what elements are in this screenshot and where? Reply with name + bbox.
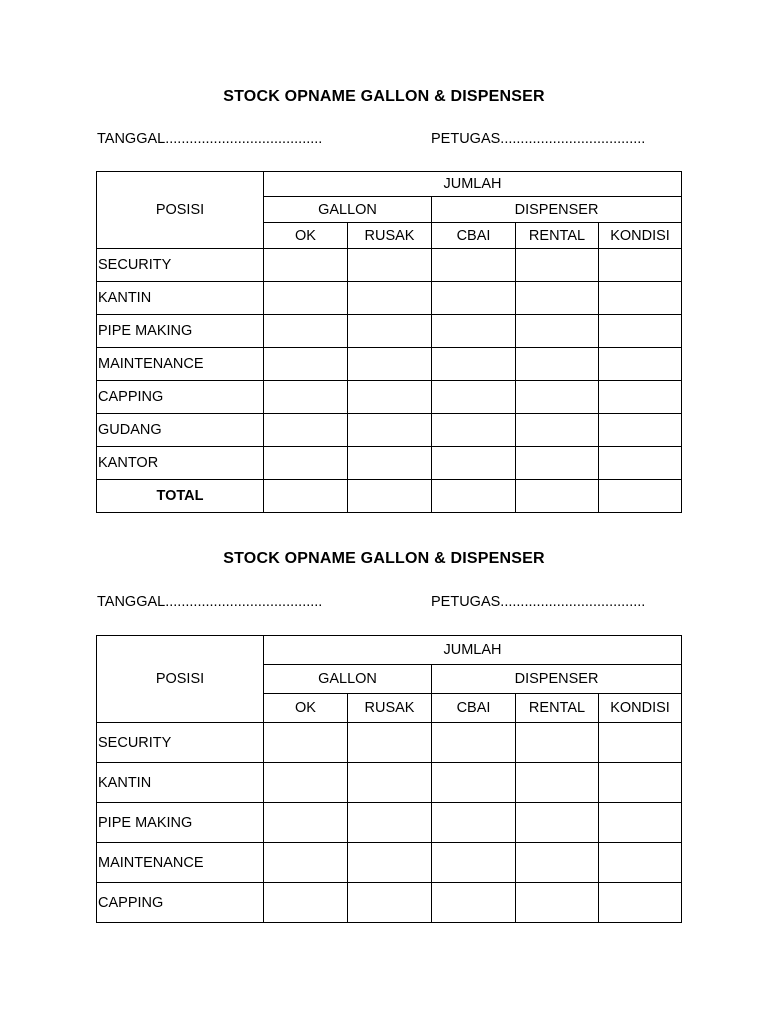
- rental-cell[interactable]: [516, 763, 599, 803]
- row-label-maintenance: MAINTENANCE: [97, 843, 264, 883]
- rental-cell[interactable]: [516, 414, 599, 447]
- jumlah-header: JUMLAH: [264, 172, 682, 197]
- form-2-title: STOCK OPNAME GALLON & DISPENSER: [223, 550, 545, 567]
- dispenser-header: DISPENSER: [432, 665, 682, 694]
- rusak-header: RUSAK: [348, 694, 432, 723]
- ok-cell[interactable]: [264, 315, 348, 348]
- rental-cell[interactable]: [516, 723, 599, 763]
- cbai-cell[interactable]: [432, 480, 516, 513]
- cbai-cell[interactable]: [432, 843, 516, 883]
- row-label-pipe-making: PIPE MAKING: [97, 315, 264, 348]
- rental-cell[interactable]: [516, 843, 599, 883]
- kondisi-cell[interactable]: [599, 414, 682, 447]
- rusak-cell[interactable]: [348, 447, 432, 480]
- cbai-cell[interactable]: [432, 249, 516, 282]
- table-row: [97, 843, 682, 883]
- kondisi-cell[interactable]: [599, 282, 682, 315]
- rental-cell[interactable]: [516, 447, 599, 480]
- kondisi-cell[interactable]: [599, 480, 682, 513]
- form-2-stock-table: [96, 635, 682, 923]
- rental-cell[interactable]: [516, 883, 599, 923]
- rusak-cell[interactable]: [348, 843, 432, 883]
- rusak-cell[interactable]: [348, 480, 432, 513]
- dispenser-header: DISPENSER: [432, 197, 682, 223]
- form-1-tanggal-field: TANGGAL.......................................: [97, 131, 323, 147]
- rusak-cell[interactable]: [348, 381, 432, 414]
- cbai-cell[interactable]: [432, 883, 516, 923]
- kondisi-cell[interactable]: [599, 348, 682, 381]
- row-label-capping: CAPPING: [97, 883, 264, 923]
- kondisi-header: KONDISI: [599, 223, 682, 249]
- rusak-cell[interactable]: [348, 282, 432, 315]
- table-row: [97, 763, 682, 803]
- gallon-header: GALLON: [264, 197, 432, 223]
- rental-cell[interactable]: [516, 348, 599, 381]
- form-2-petugas-field: PETUGAS....................................: [431, 594, 646, 610]
- table-row: [97, 282, 682, 315]
- ok-cell[interactable]: [264, 447, 348, 480]
- rental-cell[interactable]: [516, 803, 599, 843]
- cbai-cell[interactable]: [432, 723, 516, 763]
- table-row: [97, 348, 682, 381]
- ok-cell[interactable]: [264, 843, 348, 883]
- kondisi-cell[interactable]: [599, 883, 682, 923]
- posisi-header: POSISI: [97, 636, 264, 723]
- ok-cell[interactable]: [264, 480, 348, 513]
- rusak-cell[interactable]: [348, 414, 432, 447]
- cbai-cell[interactable]: [432, 414, 516, 447]
- kondisi-cell[interactable]: [599, 249, 682, 282]
- row-label-kantin: KANTIN: [97, 763, 264, 803]
- rental-cell[interactable]: [516, 249, 599, 282]
- ok-cell[interactable]: [264, 723, 348, 763]
- cbai-cell[interactable]: [432, 348, 516, 381]
- rusak-cell[interactable]: [348, 763, 432, 803]
- kondisi-cell[interactable]: [599, 763, 682, 803]
- jumlah-header: JUMLAH: [264, 636, 682, 665]
- rental-cell[interactable]: [516, 480, 599, 513]
- row-label-gudang: GUDANG: [97, 414, 264, 447]
- ok-cell[interactable]: [264, 883, 348, 923]
- table-row: [97, 447, 682, 480]
- row-label-kantor: KANTOR: [97, 447, 264, 480]
- row-label-security: SECURITY: [97, 249, 264, 282]
- form-1-stock-table: [96, 171, 682, 513]
- cbai-cell[interactable]: [432, 282, 516, 315]
- kondisi-cell[interactable]: [599, 723, 682, 763]
- ok-header: OK: [264, 223, 348, 249]
- rusak-cell[interactable]: [348, 249, 432, 282]
- cbai-cell[interactable]: [432, 447, 516, 480]
- rental-header: RENTAL: [516, 223, 599, 249]
- row-label-pipe-making: PIPE MAKING: [97, 803, 264, 843]
- row-label-maintenance: MAINTENANCE: [97, 348, 264, 381]
- cbai-cell[interactable]: [432, 763, 516, 803]
- ok-cell[interactable]: [264, 381, 348, 414]
- cbai-header: CBAI: [432, 223, 516, 249]
- ok-cell[interactable]: [264, 803, 348, 843]
- row-label-kantin: KANTIN: [97, 282, 264, 315]
- cbai-cell[interactable]: [432, 315, 516, 348]
- kondisi-cell[interactable]: [599, 447, 682, 480]
- table-row: [97, 414, 682, 447]
- table-row: [97, 803, 682, 843]
- row-label-capping: CAPPING: [97, 381, 264, 414]
- table-row: [97, 480, 682, 513]
- rental-cell[interactable]: [516, 315, 599, 348]
- rusak-header: RUSAK: [348, 223, 432, 249]
- rental-cell[interactable]: [516, 381, 599, 414]
- ok-cell[interactable]: [264, 282, 348, 315]
- cbai-cell[interactable]: [432, 803, 516, 843]
- kondisi-cell[interactable]: [599, 803, 682, 843]
- form-1-petugas-field: PETUGAS....................................: [431, 131, 646, 147]
- table-row: [97, 883, 682, 923]
- ok-cell[interactable]: [264, 763, 348, 803]
- ok-cell[interactable]: [264, 348, 348, 381]
- cbai-cell[interactable]: [432, 381, 516, 414]
- rusak-cell[interactable]: [348, 883, 432, 923]
- rental-header: RENTAL: [516, 694, 599, 723]
- kondisi-cell[interactable]: [599, 843, 682, 883]
- gallon-header: GALLON: [264, 665, 432, 694]
- ok-cell[interactable]: [264, 414, 348, 447]
- form-2-tanggal-field: TANGGAL.......................................: [97, 594, 323, 610]
- table-row: [97, 381, 682, 414]
- total-label: TOTAL: [97, 480, 264, 513]
- posisi-header: POSISI: [97, 172, 264, 249]
- rusak-cell[interactable]: [348, 315, 432, 348]
- kondisi-cell[interactable]: [599, 381, 682, 414]
- row-label-security: SECURITY: [97, 723, 264, 763]
- rusak-cell[interactable]: [348, 803, 432, 843]
- rusak-cell[interactable]: [348, 348, 432, 381]
- table-row: [97, 249, 682, 282]
- table-row: [97, 315, 682, 348]
- kondisi-header: KONDISI: [599, 694, 682, 723]
- kondisi-cell[interactable]: [599, 315, 682, 348]
- ok-header: OK: [264, 694, 348, 723]
- table-row: [97, 723, 682, 763]
- cbai-header: CBAI: [432, 694, 516, 723]
- ok-cell[interactable]: [264, 249, 348, 282]
- form-1-title: STOCK OPNAME GALLON & DISPENSER: [223, 88, 545, 105]
- rental-cell[interactable]: [516, 282, 599, 315]
- rusak-cell[interactable]: [348, 723, 432, 763]
